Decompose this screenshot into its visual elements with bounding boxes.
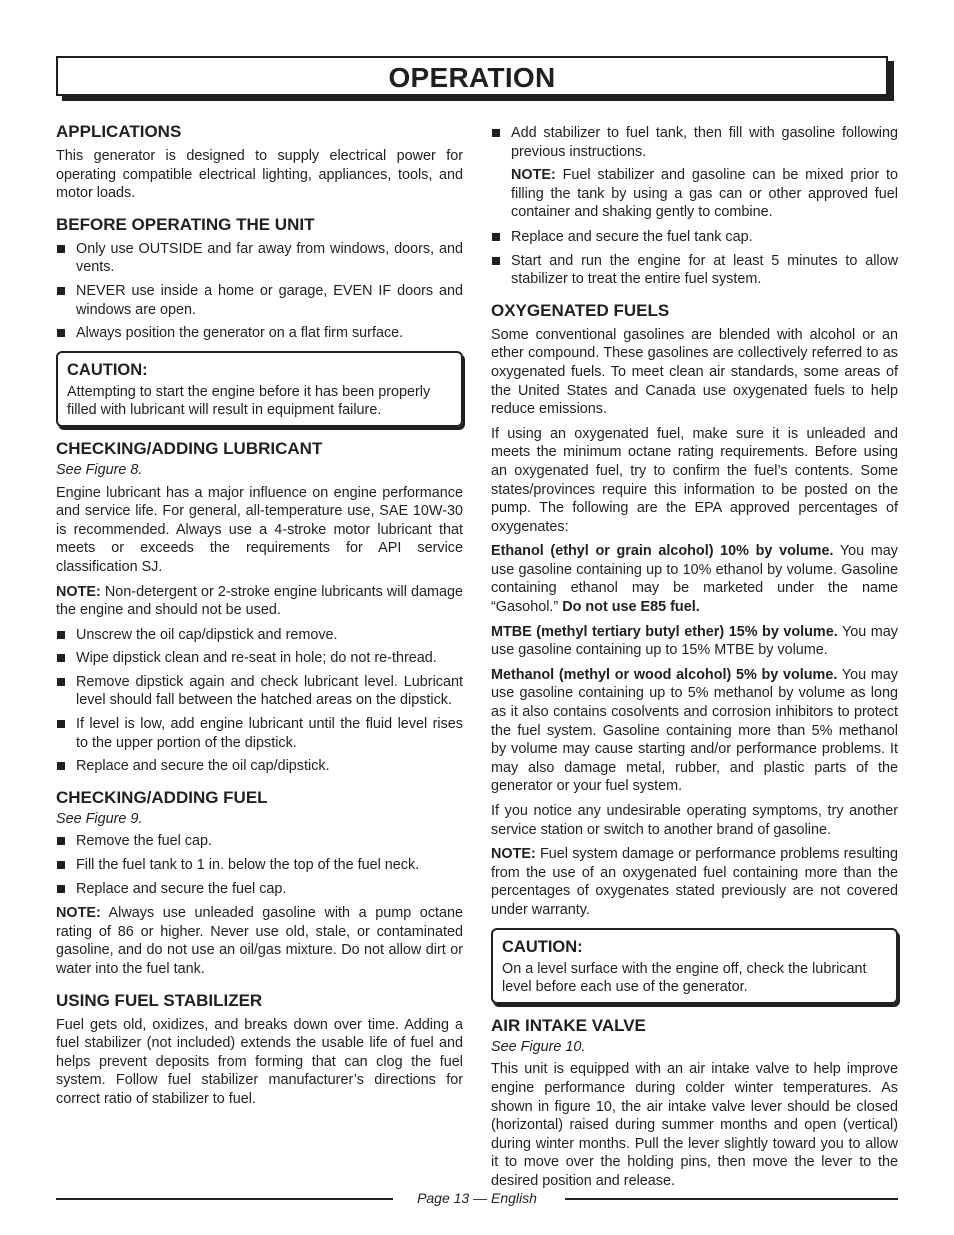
- oxygenated-section: [491, 301, 898, 920]
- bullet-square-icon: [57, 762, 65, 770]
- list-item: Fill the fuel tank to 1 in. below the top of the fuel neck.: [56, 856, 463, 875]
- page-title: OPERATION: [388, 62, 556, 93]
- bullet-square-icon: [57, 678, 65, 686]
- stabilizer-list: [491, 124, 898, 161]
- before-operating-heading: BEFORE OPERATING THE UNIT: [56, 214, 315, 234]
- left-column: [56, 122, 463, 1115]
- applications-text: This generator is designed to supply electrical power for operating compatible electrical lighting, appliances, tools, and motor loads.: [56, 148, 463, 202]
- bullet-square-icon: [57, 654, 65, 662]
- bullet-square-icon: [57, 837, 65, 845]
- bullet-square-icon: [57, 720, 65, 728]
- lubricant-note: NOTE: Non-detergent or 2-stroke engine lubricants will damage the engine and should not be used.: [56, 583, 463, 619]
- stabilizer-text: Fuel gets old, oxidizes, and breaks down over time. Adding a fuel stabilizer (not included) extends the usable life of fuel and helps prevent deposits from forming that can clog the fuel system. Follow fuel stabilizer manufacturer’s directions for correct ratio of stabilizer to fuel.: [56, 1016, 463, 1107]
- methanol-paragraph: Methanol (methyl or wood alcohol) 5% by volume. You may use gasoline containing up to 5% methanol by volume as long as it also contains cosolvents and corrosion inhibitors to protect the fuel system. Gasoline containing more than 5% methanol by volume may cause starting and/or performance problems. It may also damage metal, rubber, and plastic parts of the generator or your fuel system.: [491, 666, 898, 795]
- ethanol-paragraph: Ethanol (ethyl or grain alcohol) 10% by volume. You may use gasoline containing up to 10% ethanol by volume. Gasoline containing ethanol may be marketed under the name “Gasohol.” Do not use E85 fuel.: [491, 543, 898, 616]
- fuel-list: [56, 832, 463, 898]
- bullet-square-icon: [57, 287, 65, 295]
- list-item: Replace and secure the fuel tank cap.: [491, 228, 898, 247]
- oxygenated-p2: If using an oxygenated fuel, make sure it is unleaded and meets the minimum octane rating requirements. Before using an oxygenated fuel, try to confirm the fuel’s contents. Some states/provinces require this information to be posted on the pump. The following are the EPA approved percentages of oxygenates:: [491, 425, 898, 535]
- bullet-square-icon: [57, 861, 65, 869]
- stabilizer-section: [56, 991, 463, 1109]
- list-item: Only use OUTSIDE and far away from windows, doors, and vents.: [56, 240, 463, 277]
- lubricant-list: [56, 626, 463, 776]
- right-column: [491, 124, 898, 1197]
- oxygenated-heading: OXYGENATED FUELS: [491, 300, 670, 320]
- oxygenated-p3: If you notice any undesirable operating symptoms, try another service station or switch to another brand of gasoline.: [491, 803, 898, 838]
- applications-section: [56, 122, 463, 203]
- stabilizer-steps: [491, 124, 898, 289]
- bullet-square-icon: [492, 233, 500, 241]
- list-item: Wipe dipstick clean and re-seat in hole; do not re-thread.: [56, 649, 463, 668]
- air-intake-text: This unit is equipped with an air intake valve to help improve engine performance during colder winter temperatures. As shown in figure 10, the air intake valve lever should be closed (horizontal) raised during summer months and open (vertical) during winter months. Pull the lever slightly toward you to allow it to move over the holding pins, then move the lever to the desired position and release.: [491, 1061, 898, 1189]
- caution-box-lubricant: [56, 351, 463, 427]
- applications-heading: APPLICATIONS: [56, 122, 182, 141]
- list-item: Unscrew the oil cap/dipstick and remove.: [56, 626, 463, 645]
- list-item: Start and run the engine for at least 5 minutes to allow stabilizer to treat the entire fuel system.: [491, 252, 898, 289]
- page-footer: [56, 1188, 898, 1208]
- list-item: If level is low, add engine lubricant until the fluid level rises to the upper portion of the dipstick.: [56, 715, 463, 752]
- page-number: Page 13 — English: [417, 1190, 537, 1206]
- figure-reference: See Figure 10.: [491, 1038, 586, 1055]
- fuel-section: [56, 788, 463, 979]
- fuel-note: NOTE: Always use unleaded gasoline with a pump octane rating of 86 or higher. Never use old, stale, or contaminated gasoline, and do not use an oil/gas mixture. Do not allow dirt or water into the fuel tank.: [56, 905, 463, 977]
- lubricant-section: [56, 439, 463, 776]
- list-item: Remove the fuel cap.: [56, 832, 463, 851]
- title-banner: [56, 56, 888, 96]
- bullet-square-icon: [492, 257, 500, 265]
- oxygenated-note: NOTE: Fuel system damage or performance problems resulting from the use of an oxygenated fuel containing more than the percentages of oxygenates stated previously are not covered under warranty.: [491, 846, 898, 918]
- lubricant-text: Engine lubricant has a major influence on engine performance and service life. For general, all-temperature use, SAE 10W-30 is recommended. Always use a 4-stroke motor lubricant that meets or exceeds the requirements for API service classification SJ.: [56, 484, 463, 575]
- caution-heading: CAUTION:: [502, 937, 583, 956]
- caution-heading: CAUTION:: [67, 360, 148, 379]
- bullet-square-icon: [492, 129, 500, 137]
- list-item: Replace and secure the oil cap/dipstick.: [56, 757, 463, 776]
- stabilizer-heading: USING FUEL STABILIZER: [56, 990, 263, 1010]
- bullet-square-icon: [57, 631, 65, 639]
- caution-text: On a level surface with the engine off, check the lubricant level before each use of the generator.: [502, 960, 867, 996]
- oxygenated-p1: Some conventional gasolines are blended with alcohol or an ether compound. These gasolines are collectively referred to as oxygenated fuels. To meet clean air standards, some areas of the United States and Canada use oxygenated fuels to help reduce emissions.: [491, 326, 898, 418]
- lubricant-heading: CHECKING/ADDING LUBRICANT: [56, 438, 323, 458]
- list-item: Always position the generator on a flat firm surface.: [56, 324, 463, 343]
- list-item: Remove dipstick again and check lubricant level. Lubricant level should fall between the hatched areas on the dipstick.: [56, 673, 463, 710]
- list-item: Add stabilizer to fuel tank, then fill with gasoline following previous instructions.: [491, 124, 898, 161]
- air-intake-heading: AIR INTAKE VALVE: [491, 1015, 646, 1035]
- before-operating-section: [56, 215, 463, 343]
- figure-reference: See Figure 9.: [56, 810, 143, 827]
- fuel-heading: CHECKING/ADDING FUEL: [56, 787, 268, 807]
- list-item: Replace and secure the fuel cap.: [56, 880, 463, 899]
- bullet-square-icon: [57, 245, 65, 253]
- stabilizer-note: NOTE: Fuel stabilizer and gasoline can be mixed prior to filling the tank by using a gas can or other approved fuel container and shaking gently to combine.: [511, 167, 898, 221]
- air-intake-section: [491, 1016, 898, 1191]
- stabilizer-list-continued: [491, 228, 898, 289]
- mtbe-paragraph: MTBE (methyl tertiary butyl ether) 15% by volume. You may use gasoline containing up to 15% MTBE by volume.: [491, 623, 898, 659]
- footer-rule-right: [565, 1198, 898, 1200]
- bullet-square-icon: [57, 885, 65, 893]
- bullet-square-icon: [57, 329, 65, 337]
- caution-box-level: [491, 928, 898, 1004]
- before-operating-list: [56, 240, 463, 343]
- caution-text: Attempting to start the engine before it has been properly filled with lubricant will result in equipment failure.: [67, 383, 431, 419]
- figure-reference: See Figure 8.: [56, 461, 143, 478]
- list-item: NEVER use inside a home or garage, EVEN IF doors and windows are open.: [56, 282, 463, 319]
